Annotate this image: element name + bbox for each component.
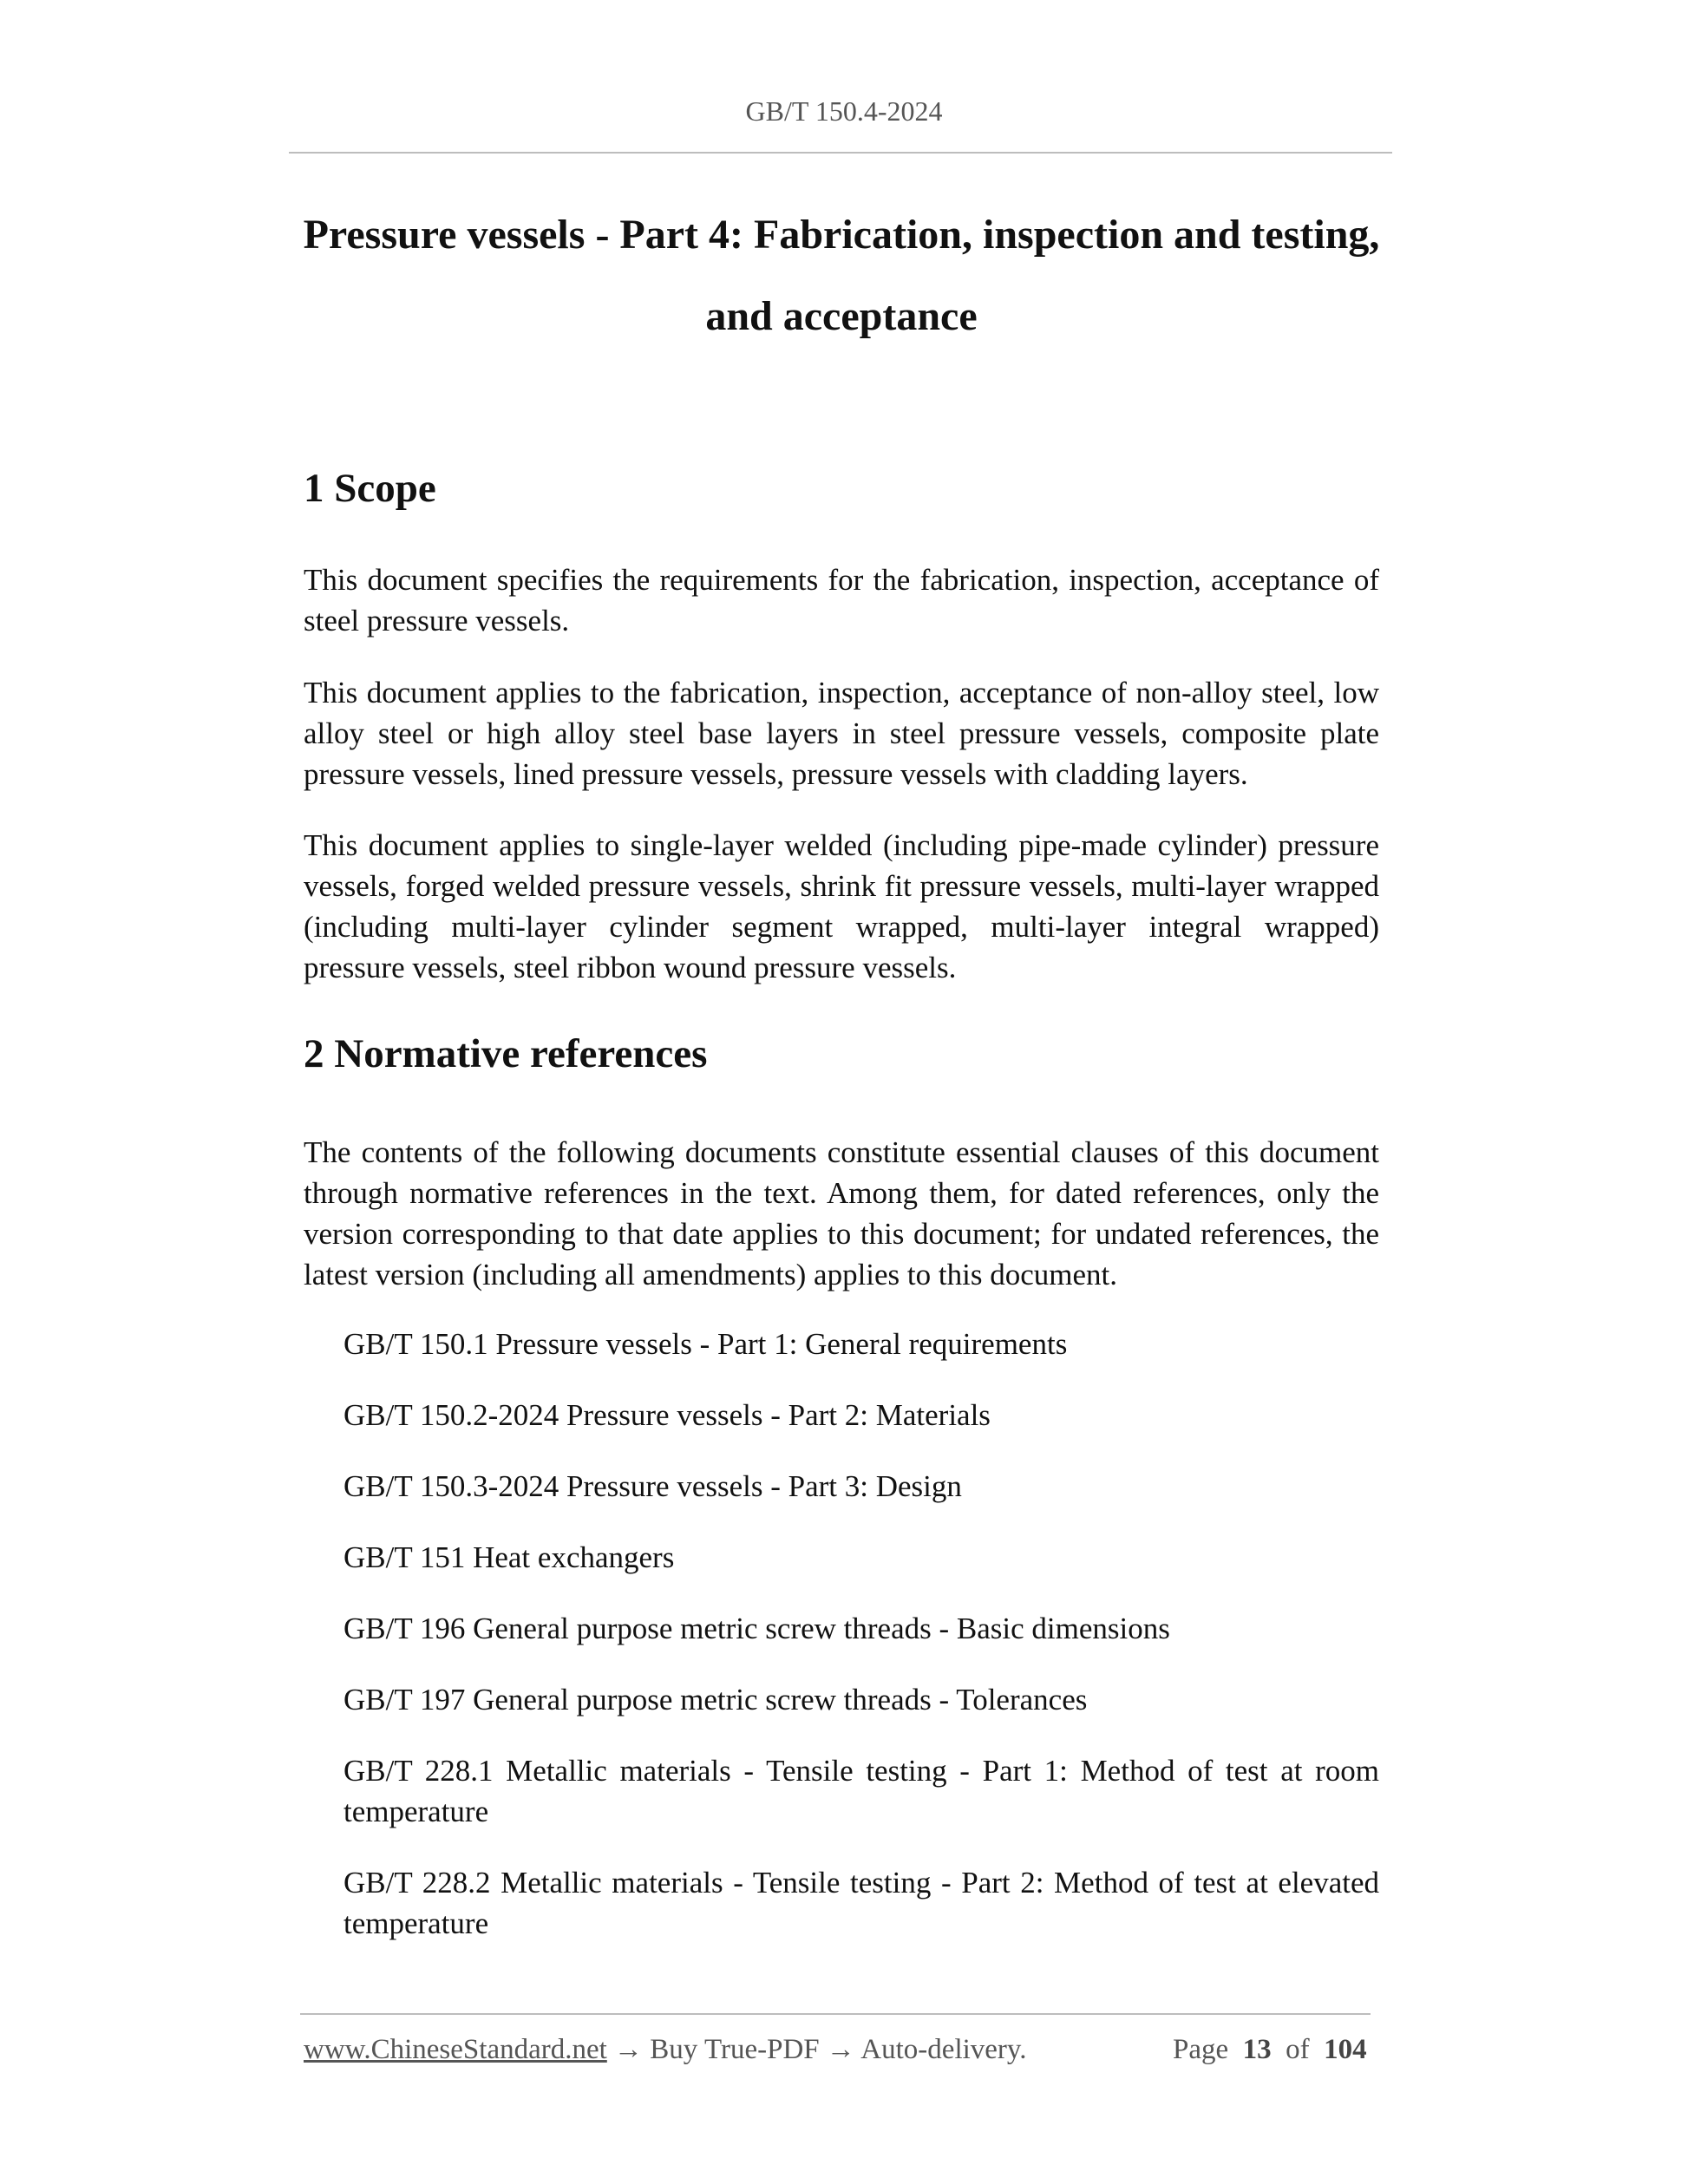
page-of-label: of (1286, 2034, 1310, 2065)
footer-promo (304, 2034, 1027, 2066)
document-title (286, 194, 1397, 357)
running-header: GB/T 150.4-2024 (745, 95, 943, 127)
website-link[interactable]: www.ChineseStandard.net (304, 2034, 607, 2065)
title-line-2: and acceptance (705, 293, 978, 339)
paragraph-text: This document specifies the requirements for the fabrication, inspection, acceptance of steel pressure vessels. (304, 563, 1379, 638)
reference-list (343, 1324, 1379, 1974)
paragraph-text: This document applies to the fabrication, inspection, acceptance of non-alloy steel, low alloy steel or high alloy steel base layers in steel pressure vessels, composite plate pressure vessels, lined pressure vessels, pressure vessels with cladding layers. (304, 676, 1379, 791)
page-total: 104 (1324, 2034, 1367, 2065)
reference-item: GB/T 228.1 Metallic materials - Tensile testing - Part 1: Method of test at room temperature (343, 1754, 1379, 1828)
reference-item: GB/T 150.3-2024 Pressure vessels - Part 3: Design (343, 1469, 962, 1503)
reference-item: GB/T 196 General purpose metric screw threads - Basic dimensions (343, 1612, 1170, 1645)
paragraph-text: This document applies to single-layer welded (including pipe-made cylinder) pressure vessels, forged welded pressure vessels, shrink fit pressure vessels, multi-layer wrapped (including multi-layer cylinder segment wrapped, multi-layer integral wrapped) pressure vessels, steel ribbon wound pressure vessels. (304, 828, 1379, 984)
scope-paragraph-2 (304, 672, 1379, 794)
section-heading-normative-references: 2 Normative references (304, 1031, 708, 1076)
footer-divider (300, 2013, 1371, 2015)
title-line-1: Pressure vessels - Part 4: Fabrication, inspection and testing, (303, 212, 1380, 258)
footer-tagline: → Buy True-PDF → Auto-delivery. (606, 2034, 1027, 2065)
scope-paragraph-1 (304, 559, 1379, 641)
reference-item: GB/T 228.2 Metallic materials - Tensile testing - Part 2: Method of test at elevated temperature (343, 1866, 1379, 1940)
reference-item: GB/T 151 Heat exchangers (343, 1540, 675, 1574)
reference-item: GB/T 197 General purpose metric screw threads - Tolerances (343, 1683, 1088, 1716)
page-indicator (1173, 2034, 1367, 2066)
paragraph-text: The contents of the following documents constitute essential clauses of this document through normative references in the text. Among them, for dated references, only the version corresponding to that date applies to this document; for undated references, the latest version (including all amendments) applies to this document. (304, 1135, 1379, 1291)
page-current: 13 (1242, 2034, 1272, 2065)
page-label: Page (1173, 2034, 1229, 2065)
reference-item: GB/T 150.1 Pressure vessels - Part 1: General requirements (343, 1327, 1068, 1361)
section-heading-scope: 1 Scope (304, 466, 436, 511)
scope-paragraph-3 (304, 825, 1379, 988)
reference-item: GB/T 150.2-2024 Pressure vessels - Part 2: Materials (343, 1398, 991, 1432)
normative-intro (304, 1132, 1379, 1295)
header-divider (289, 152, 1392, 154)
